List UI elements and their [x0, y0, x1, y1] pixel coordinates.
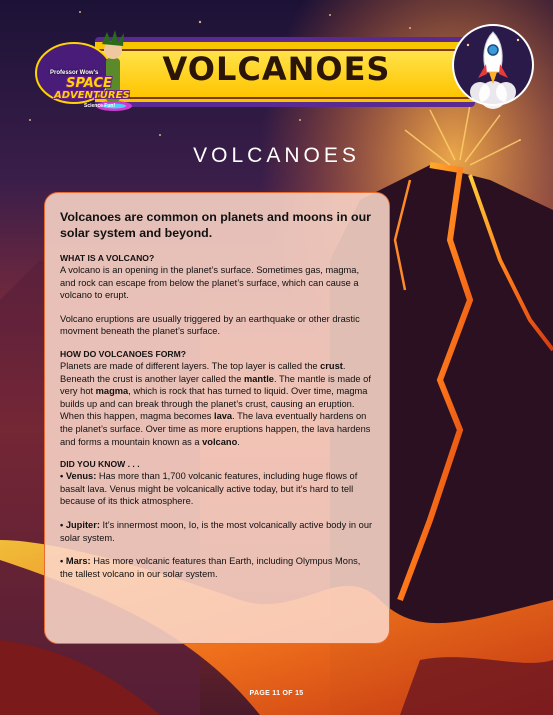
term-crust: crust	[320, 360, 343, 371]
what-is-heading: WHAT IS A VOLCANO?	[60, 253, 155, 263]
logo-title-line2: ADVENTURES	[54, 90, 130, 101]
form-text-1: Planets are made of different layers. The top layer is called the	[60, 360, 321, 371]
fact-label: • Mars:	[60, 556, 91, 567]
fact-text: It’s innermost moon, Io, is the most volcanically active body in our solar system.	[60, 519, 373, 543]
what-is-paragraph-2: Volcano eruptions are usually triggered by an earthquake or other drastic movment beneath the planet’s surface.	[60, 313, 360, 337]
fact-text: Has more volcanic features than Earth, including Olympus Mons, the tallest volcano in our solar system.	[60, 556, 361, 579]
fact-jupiter	[60, 519, 375, 544]
form-text-5: . The lava eventually hardens on the planet’s surface. Over time as more eruptions happen, the lava hardens and forms a mountain known as a	[60, 411, 371, 447]
form-text-6: .	[237, 436, 240, 447]
did-you-know-heading: DID YOU KNOW . . .	[60, 459, 140, 470]
space-adventures-logo	[14, 28, 144, 118]
lead-statement: Volcanoes are common on planets and moons in our solar system and beyond.	[60, 210, 371, 240]
page-number: PAGE 11 OF 15	[249, 690, 304, 697]
fact-text: Has more than 1,700 volcanic features, including huge flows of basalt lava. Venus might be volcanically active today, but it’s hard to tell because of its thick atmosphere.	[60, 471, 358, 507]
logo-title-line1: SPACE	[66, 76, 112, 91]
fact-label: • Venus:	[60, 471, 97, 482]
how-form-paragraph	[60, 360, 375, 448]
content-card	[44, 192, 390, 644]
fact-venus	[60, 470, 375, 508]
what-is-paragraph-1: A volcano is an opening in the planet’s surface. Sometimes gas, magma, and rock can escape from below the planet’s surface, which can cause a volcano to erupt.	[60, 265, 360, 301]
section-title: VOLCANOES	[193, 144, 360, 167]
logo-title	[54, 76, 130, 102]
term-magma: magma	[95, 386, 129, 397]
banner-title: VOLCANOES	[162, 50, 391, 88]
logo-brand: Professor Wow's	[50, 70, 99, 76]
logo-subtitle: Science Fun!	[84, 103, 116, 109]
fact-mars	[60, 555, 375, 580]
term-lava: lava	[214, 411, 233, 422]
rocket-icon	[448, 20, 538, 110]
form-text-4: , which is rock that has turned to liquid. Over time, magma builds up and can break through the planet’s crust, causing an eruption. When this happen, magma becomes	[60, 386, 368, 422]
term-volcano: volcano	[202, 436, 238, 447]
term-mantle: mantle	[243, 373, 274, 384]
fact-label: • Jupiter:	[60, 519, 100, 530]
form-text-2: . Beneath the crust is another layer called the	[60, 360, 346, 384]
how-form-heading: HOW DO VOLCANOES FORM?	[60, 348, 187, 359]
form-text-3: . The mantle is made of very hot	[60, 373, 371, 397]
